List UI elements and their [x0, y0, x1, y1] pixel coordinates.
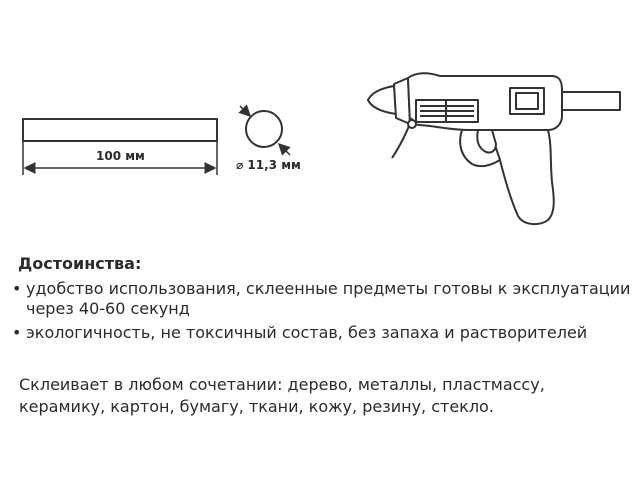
- benefit-text: экологичность, не токсичный состав, без запаха и растворителей: [26, 323, 588, 342]
- list-item: [12, 323, 632, 343]
- bullet-icon: •: [12, 323, 22, 342]
- glue-stick-shape: [23, 119, 217, 141]
- bullet-icon: •: [12, 279, 22, 298]
- benefits-heading: Достоинства:: [18, 254, 142, 273]
- cross-section-circle: [246, 111, 282, 147]
- diameter-arrow-top: [240, 106, 250, 116]
- diameter-arrow-bottom: [279, 144, 290, 155]
- list-item: [12, 279, 632, 319]
- materials-note: Склеивает в любом сочетании: дерево, металлы, пластмассу, керамику, картон, бумагу, ткани, кожу, резину, стекло.: [19, 375, 545, 416]
- glue-gun-drawing: [368, 73, 620, 224]
- stick-length-label: 100 мм: [96, 149, 145, 163]
- benefits-list: [12, 279, 632, 347]
- stick-diameter-label: ⌀ 11,3 мм: [236, 158, 301, 172]
- benefit-text: удобство использования, склеенные предметы готовы к эксплуатации через 40-60 секунд: [26, 279, 631, 318]
